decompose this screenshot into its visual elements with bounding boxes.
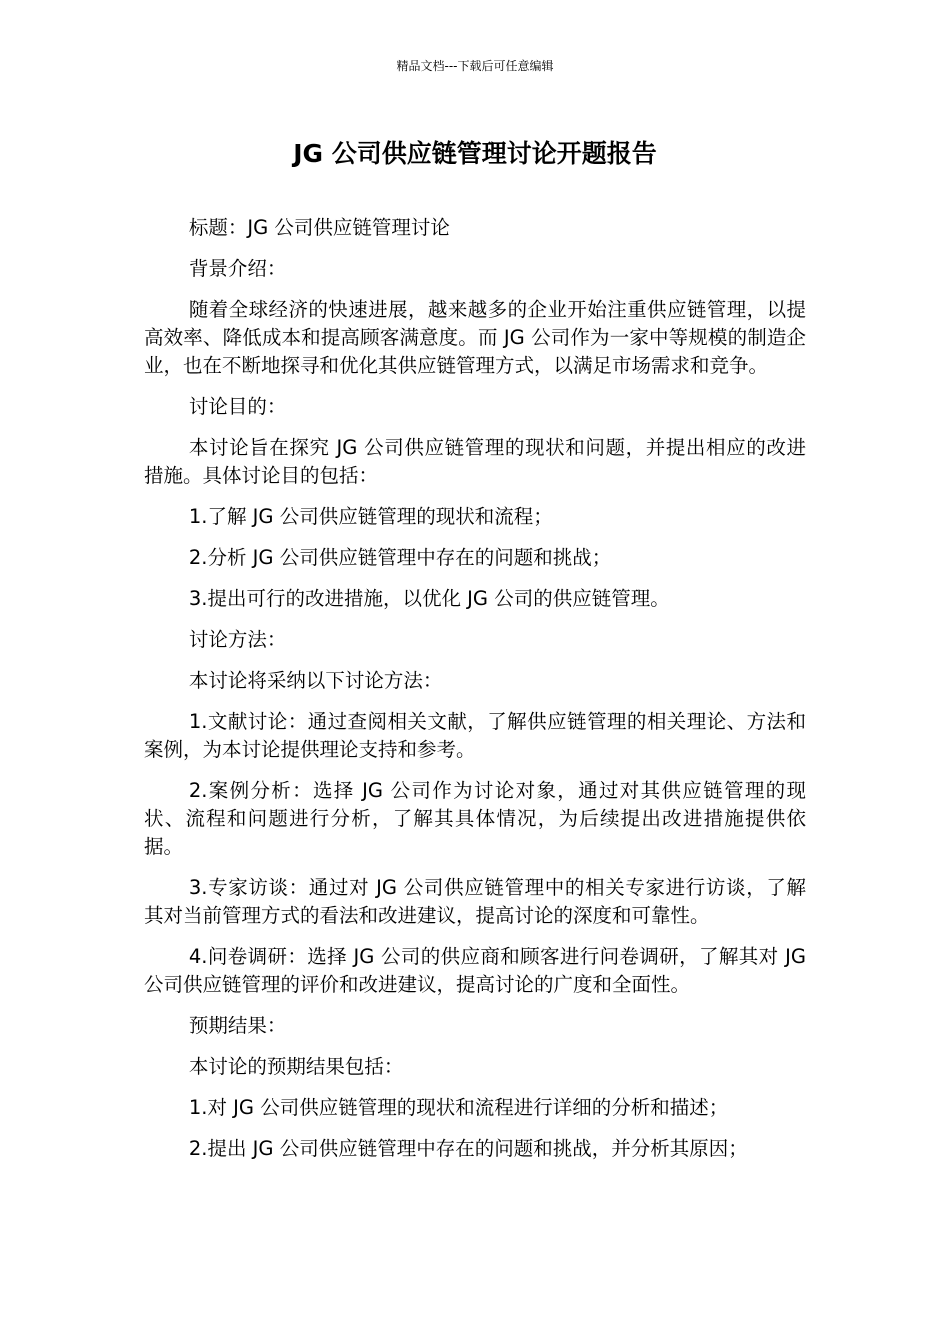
paragraph-results-intro: 本讨论的预期结果包括： [188, 1055, 404, 1078]
list-item-result-2: 2.提出 JG 公司供应链管理中存在的问题和挑战，并分析其原因； [188, 1137, 748, 1160]
paragraph-background: 随着全球经济的快速进展，越来越多的企业开始注重供应链管理，以提高效率、降低成本和提高顾客满意度。而 JG 公司作为一家中等规模的制造企业，也在不断地探寻和优化其供应链管理方式，以满足市场需求和竞争。 [144, 298, 806, 377]
paragraph-purpose: 本讨论旨在探究 JG 公司供应链管理的现状和问题，并提出相应的改进措施。具体讨论目的包括： [144, 436, 806, 487]
section-heading-background: 背景介绍： [188, 257, 287, 280]
list-item-result-1: 1.对 JG 公司供应链管理的现状和流程进行详细的分析和描述； [188, 1096, 729, 1119]
section-heading-purpose: 讨论目的： [188, 395, 287, 418]
list-item-purpose-1: 1.了解 JG 公司供应链管理的现状和流程； [188, 505, 553, 528]
paragraph-heading-title: 标题：JG 公司供应链管理讨论 [188, 216, 450, 239]
list-item-method-1: 1.文献讨论：通过查阅相关文献，了解供应链管理的相关理论、方法和案例，为本讨论提供理论支持和参考。 [144, 710, 806, 761]
list-item-purpose-2: 2.分析 JG 公司供应链管理中存在的问题和挑战； [188, 546, 612, 569]
list-item-method-3: 3.专家访谈：通过对 JG 公司供应链管理中的相关专家进行访谈，了解其对当前管理方式的看法和改进建议，提高讨论的深度和可靠性。 [144, 876, 806, 927]
section-heading-methods: 讨论方法： [188, 628, 287, 651]
list-item-method-4: 4.问卷调研：选择 JG 公司的供应商和顾客进行问卷调研，了解其对 JG 公司供应链管理的评价和改进建议，提高讨论的广度和全面性。 [144, 945, 806, 996]
paragraph-methods-intro: 本讨论将采纳以下讨论方法： [188, 669, 443, 692]
list-item-purpose-3: 3.提出可行的改进措施，以优化 JG 公司的供应链管理。 [188, 587, 670, 610]
section-heading-results: 预期结果： [188, 1014, 287, 1037]
page-header: 精品文档---下载后可任意编辑 [396, 59, 554, 73]
list-item-method-2: 2.案例分析：选择 JG 公司作为讨论对象，通过对其供应链管理的现状、流程和问题进行分析，了解其具体情况，为后续提出改进措施提供依据。 [144, 779, 806, 858]
document-body [144, 214, 806, 1176]
document-title: JG 公司供应链管理讨论开题报告 [293, 139, 657, 168]
